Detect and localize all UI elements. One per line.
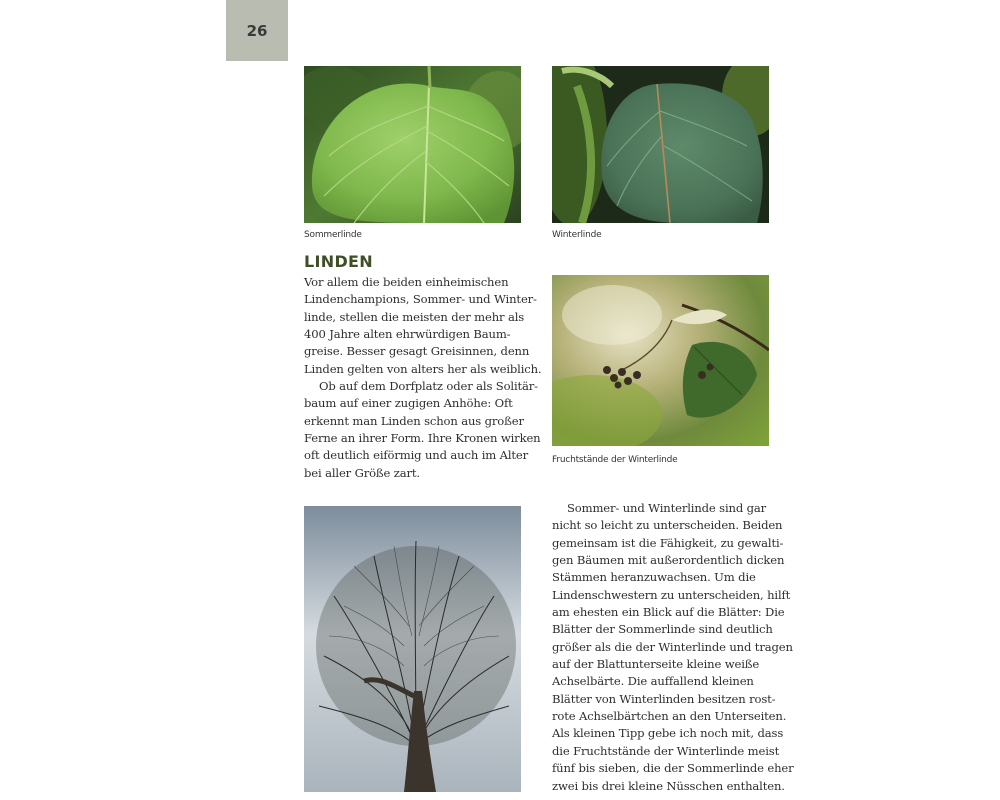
text-line: linde, stellen die meisten der mehr als [304, 309, 525, 324]
sommerlinde-leaf-photo [304, 66, 521, 223]
caption-sommerlinde: Sommerlinde [304, 230, 362, 240]
text-line: auf der Blattunterseite kleine weiße [552, 657, 760, 672]
page-number-tab [226, 0, 288, 61]
text-line: Blätter von Winterlinden besitzen rost- [552, 691, 776, 706]
text-line: nicht so leicht zu unterscheiden. Beiden [552, 518, 783, 533]
text-line: rote Achselbärtchen an den Unterseiten. [552, 709, 787, 724]
winterlinde-leaf-photo [552, 66, 769, 223]
section-heading: LINDEN [304, 252, 373, 271]
text-line: fünf bis sieben, die der Sommerlinde eher [552, 761, 794, 776]
text-line: Sommer- und Winterlinde sind gar [567, 501, 767, 515]
text-line: Ferne an ihrer Form. Ihre Kronen wirken [304, 431, 541, 446]
text-line: am ehesten ein Blick auf die Blätter: Die [552, 605, 785, 620]
text-line: Ob auf dem Dorfplatz oder als Solitär- [319, 379, 538, 394]
text-line: Achselbärte. Die auffallend kleinen [552, 674, 754, 689]
body-text-left-column [304, 274, 541, 482]
linden-tree-photo [304, 506, 521, 792]
text-line: Linden gelten von alters her als weiblich. [304, 361, 542, 376]
text-line: greise. Besser gesagt Greisinnen, denn [304, 344, 530, 359]
text-line: größer als die der Winterlinde und tragen [552, 639, 793, 654]
caption-winterlinde: Winterlinde [552, 230, 602, 240]
text-line: gemeinsam ist die Fähigkeit, zu gewalti- [552, 535, 784, 550]
page-number: 26 [246, 21, 268, 40]
text-line: Lindenchampions, Sommer- und Winter- [304, 292, 537, 307]
text-line: 400 Jahre alten ehrwürdigen Baum- [304, 327, 511, 342]
text-line: bei aller Größe zart. [304, 465, 420, 480]
fruchtstaende-photo [552, 275, 769, 446]
text-line: baum auf einer zugigen Anhöhe: Oft [304, 396, 513, 411]
text-line: Als kleinen Tipp gebe ich noch mit, dass [552, 726, 784, 741]
caption-fruchtstaende: Fruchtstände der Winterlinde [552, 455, 678, 465]
text-line: Vor allem die beiden einheimischen [304, 275, 509, 289]
text-line: Blätter der Sommerlinde sind deutlich [552, 622, 773, 637]
text-line: erkennt man Linden schon aus großer [304, 413, 524, 428]
text-line: die Fruchtstände der Winterlinde meist [552, 743, 780, 758]
text-line: gen Bäumen mit außerordentlich dicken [552, 553, 785, 568]
text-line: Lindenschwestern zu unterscheiden, hilft [552, 587, 791, 602]
body-text-right-column [552, 500, 794, 795]
text-line: zwei bis drei kleine Nüsschen enthalten. [552, 778, 785, 793]
text-line: Stämmen heranzuwachsen. Um die [552, 570, 756, 585]
text-line: oft deutlich eiförmig und auch im Alter [304, 448, 529, 463]
